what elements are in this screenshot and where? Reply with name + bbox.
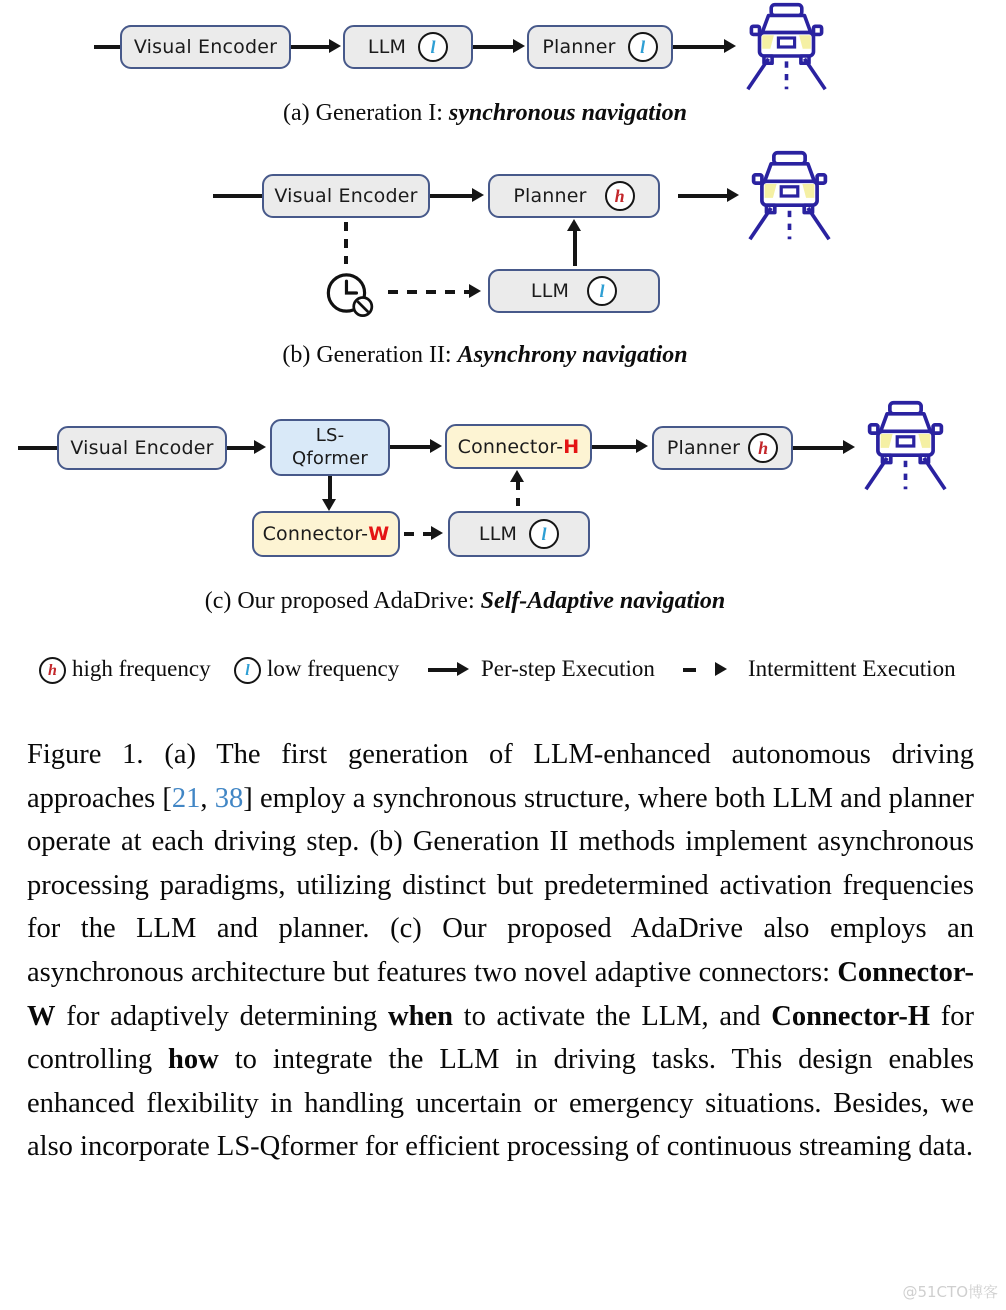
connector-h-label: Connector- [457,435,564,458]
input-line [213,194,262,198]
arrow [793,446,844,450]
solid-arrow-icon [428,668,458,672]
llm-label: LLM [478,523,518,545]
arrow [430,194,473,198]
input-line [18,446,57,450]
solid-arrow-label: Per-step Execution [481,656,655,681]
arrow-down [328,476,332,500]
watermark: @51CTO博客 [902,1283,998,1301]
caption-text: for controlling [27,1000,975,1076]
low-frequency-icon: l [234,657,261,684]
llm-box [343,25,473,69]
low-frequency-icon: l [587,276,617,306]
llm-box [488,269,660,313]
caption-text: to integrate the LLM in driving tasks. This design enables enhanced flexibility in handling uncertain or emergency situations. Besides, we also incorporate LS-Qformer for efficient processing of continuous streaming data. [27,1044,974,1163]
llm-label: LLM [530,280,570,302]
ls-qformer-label-line1: LS- [315,425,345,446]
caption-text: Connector-W [27,956,974,1032]
citation-link[interactable]: 21 [171,782,201,814]
panel-c-caption [0,588,930,615]
arrow [473,45,514,49]
caption-text: to activate the LLM, and [452,1000,772,1032]
caption-text: for adaptively determining [55,1000,388,1032]
timer-clock-icon [322,264,380,322]
panel-b-caption [0,342,970,369]
dashed-arrow-label: Intermittent Execution [748,656,956,681]
caption-prefix: (c) Our proposed AdaDrive: [204,588,481,614]
low-frequency-icon: l [628,32,658,62]
high-frequency-label: high frequency [72,656,211,681]
planner-box [527,25,673,69]
ls-qformer-label-line2: Qformer [291,447,368,469]
high-frequency-icon: h [39,657,66,684]
arrow [592,445,637,449]
high-frequency-icon: h [605,181,635,211]
dashed-arrow [404,532,432,536]
connector-h-box [445,424,592,469]
connector-w-letter: W [368,523,390,545]
arrow [227,446,255,450]
caption-prefix: (b) Generation II: [282,342,458,368]
arrow [678,194,728,198]
planner-box [652,426,793,470]
high-frequency-icon: h [748,433,778,463]
planner-box [488,174,660,218]
planner-label: Planner [542,36,616,58]
arrow [291,45,330,49]
caption-prefix: (a) Generation I: [283,100,449,126]
visual-encoder-box [57,426,227,470]
caption-text: when [388,1000,453,1032]
visual-encoder-box [120,25,291,69]
dashed-arrow-icon [683,668,716,672]
llm-label: LLM [367,36,407,58]
citation-link[interactable]: 38 [214,782,244,814]
arrow [673,45,725,49]
dashed-line [344,222,348,264]
connector-h-letter: H [563,435,580,458]
car-icon [738,2,835,92]
arrow [390,445,431,449]
caption-text: , [200,782,215,814]
low-frequency-icon: l [418,32,448,62]
caption-emphasis: Asynchrony navigation [457,342,688,368]
caption-text: Figure 1. (a) The first generation of LLM-enhanced autonomous driving approaches [ [27,739,974,814]
panel-a-caption [0,100,970,127]
input-line [94,45,121,49]
caption-text: how [168,1044,219,1076]
caption-emphasis: Self-Adaptive navigation [480,588,726,614]
connector-w-box [252,511,400,557]
figure-caption [27,733,974,1169]
dashed-arrow [388,290,470,294]
dashed-arrow-up [516,481,520,506]
connector-w-label: Connector- [262,523,369,545]
low-frequency-label: low frequency [267,656,400,681]
planner-label: Planner [666,437,741,459]
caption-text: Connector-H [771,1000,931,1032]
visual-encoder-label: Visual Encoder [70,437,214,459]
visual-encoder-label: Visual Encoder [133,36,278,58]
planner-label: Planner [513,185,587,207]
llm-box [448,511,590,557]
ls-qformer-box [270,419,390,476]
car-icon [741,150,838,242]
caption-emphasis: synchronous navigation [448,100,687,126]
caption-text: ] employ a synchronous structure, where both LLM and planner operate at each driving step. (b) Generation II methods implement asynchronous processing paradigms, utilizing distinct but predetermined activation frequencies for the LLM and planner. (c) Our proposed AdaDrive also employs an asynchronous architecture but features two novel adaptive connectors: [27,782,975,988]
visual-encoder-label: Visual Encoder [274,185,418,207]
arrow-up [573,230,577,266]
car-icon [857,400,954,492]
low-frequency-icon: l [529,519,559,549]
visual-encoder-box [262,174,430,218]
